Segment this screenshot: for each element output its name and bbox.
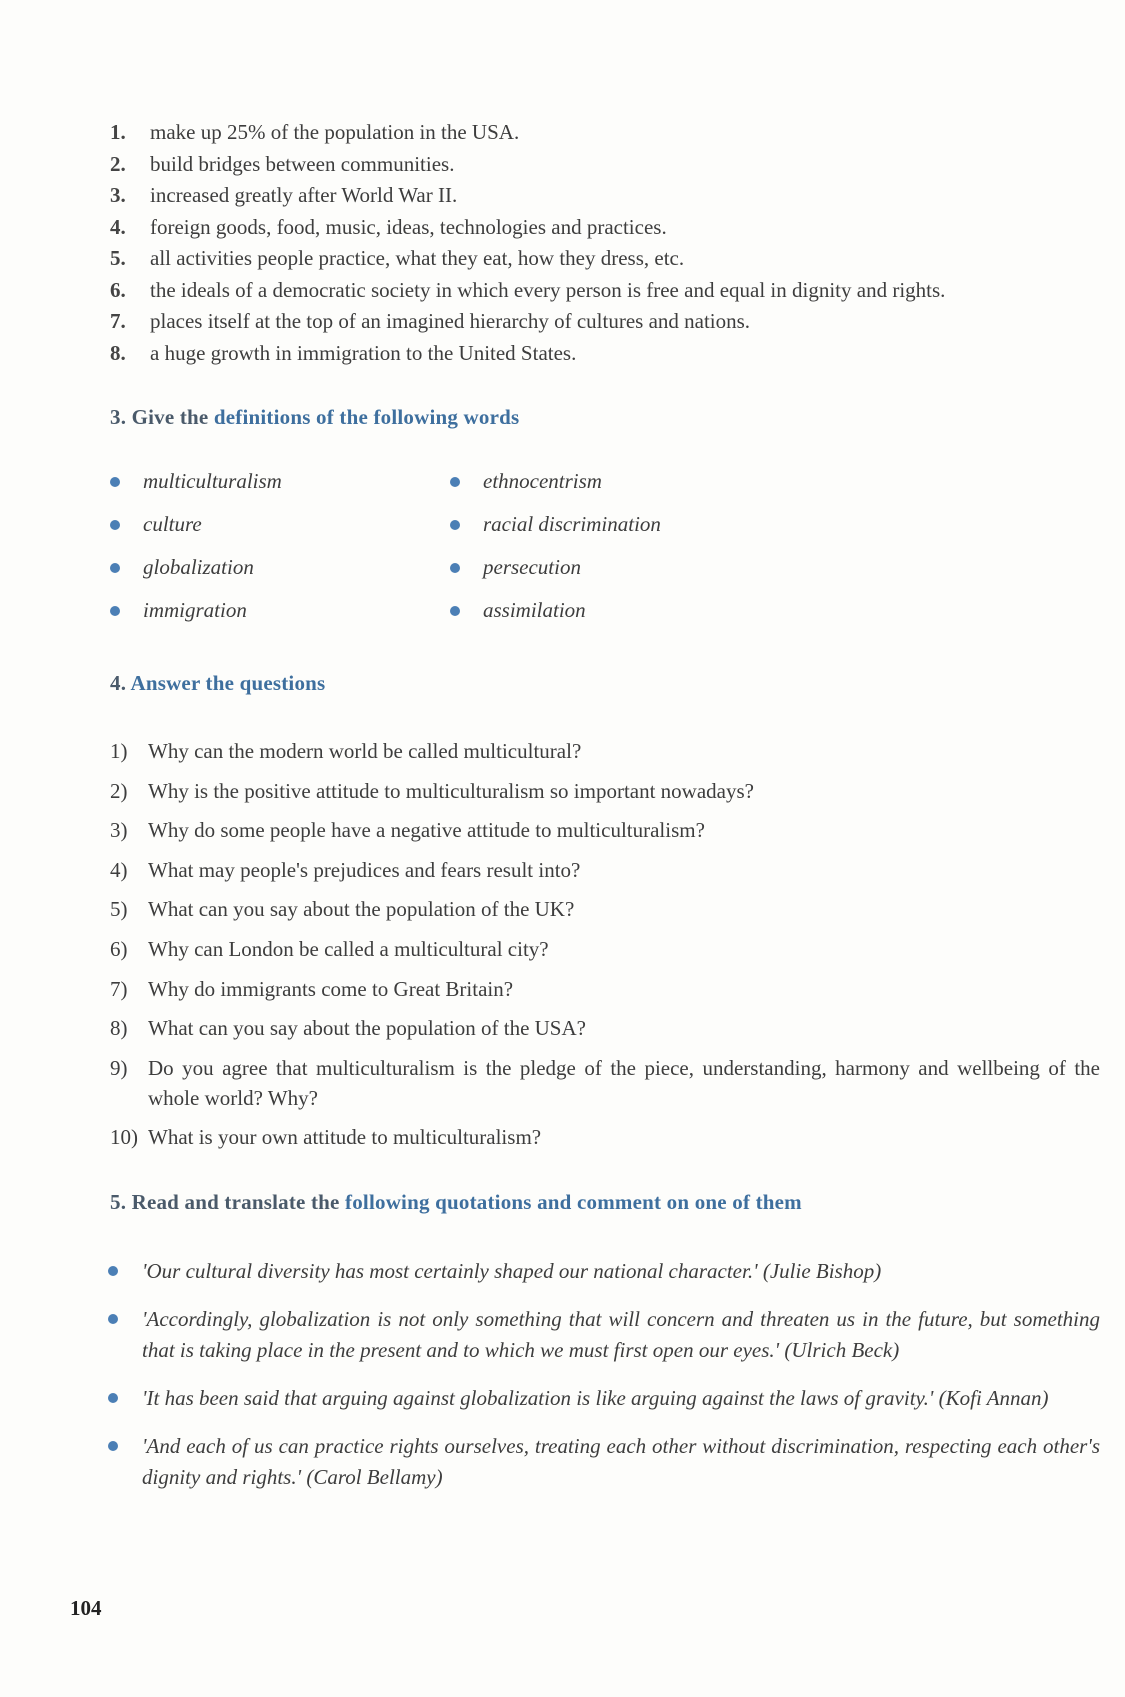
page-number: 104 (70, 1596, 102, 1620)
list-item: 6. the ideals of a democratic society in which every person is free and equal in dignity and rights. (110, 277, 946, 302)
bullet-icon (108, 1393, 118, 1403)
word-item: globalization (110, 555, 254, 580)
word-item: racial discrimination (450, 512, 661, 537)
bullet-icon (108, 1314, 118, 1324)
bullet-icon (450, 477, 460, 487)
bullet-icon (108, 1441, 118, 1451)
quote-item: 'Accordingly, globalization is not only something that will concern and threaten us in the future, but something that is taking place in the present and to which we must first open our eyes.' (Ulrich Beck) (108, 1304, 1100, 1366)
quote-item: 'It has been said that arguing against globalization is like arguing against the laws of gravity.' (Kofi Annan) (108, 1383, 1100, 1414)
question-item: 1) Why can the modern world be called multicultural? (110, 739, 582, 763)
quote-item: 'And each of us can practice rights ourselves, treating each other without discrimination, respecting each other's dignity and rights.' (Carol Bellamy) (108, 1431, 1100, 1493)
question-item: 10) What is your own attitude to multiculturalism? (110, 1125, 542, 1150)
list-item: 8. a huge growth in immigration to the United States. (110, 340, 577, 365)
question-item: 4) What may people's prejudices and fears result into? (110, 857, 581, 882)
matching-list (110, 120, 1110, 372)
word-item: immigration (110, 598, 247, 623)
list-item: 1. make up 25% of the population in the USA. (110, 120, 520, 144)
list-item: 2. build bridges between communities. (110, 151, 455, 176)
list-item: 5. all activities people practice, what they eat, how they dress, etc. (110, 246, 685, 270)
question-item: 3) Why do some people have a negative attitude to multiculturalism? (110, 818, 705, 843)
definitions-grid (110, 469, 810, 641)
bullet-icon (110, 606, 120, 616)
bullet-icon (110, 520, 120, 530)
list-item: 3. increased greatly after World War II. (110, 183, 458, 207)
bullet-icon (110, 563, 120, 573)
bullet-icon (450, 606, 460, 616)
bullet-icon (450, 520, 460, 530)
bullet-icon (108, 1266, 118, 1276)
questions-list (110, 736, 1100, 1162)
question-item: 5) What can you say about the population of the UK? (110, 897, 575, 922)
bullet-icon (450, 563, 460, 573)
word-item: multiculturalism (110, 469, 282, 494)
section-4-heading: 4. Answer the questions (110, 671, 326, 695)
word-item: assimilation (450, 598, 586, 623)
question-item: 9) Do you agree that multiculturalism is the pledge of the piece, understanding, harmony and wellbeing of the whole world? Why? (110, 1055, 1100, 1110)
quotations-list (108, 1256, 1100, 1510)
question-item: 6) Why can London be called a multicultural city? (110, 936, 549, 961)
bullet-icon (110, 477, 120, 487)
section-3-heading: 3. Give the definitions of the following words (110, 405, 520, 429)
question-item: 2) Why is the positive attitude to multiculturalism so important nowadays? (110, 778, 754, 803)
section-5-heading: 5. Read and translate the following quotations and comment on one of them (110, 1190, 802, 1214)
list-item: 4. foreign goods, food, music, ideas, technologies and practices. (110, 214, 667, 239)
quote-item: 'Our cultural diversity has most certainly shaped our national character.' (Julie Bishop) (108, 1256, 1100, 1287)
list-item: 7. places itself at the top of an imagined hierarchy of cultures and nations. (110, 309, 751, 333)
word-item: ethnocentrism (450, 469, 602, 494)
word-item: persecution (450, 555, 581, 580)
question-item: 7) Why do immigrants come to Great Britain? (110, 976, 514, 1001)
word-item: culture (110, 512, 202, 537)
question-item: 8) What can you say about the population of the USA? (110, 1016, 586, 1041)
